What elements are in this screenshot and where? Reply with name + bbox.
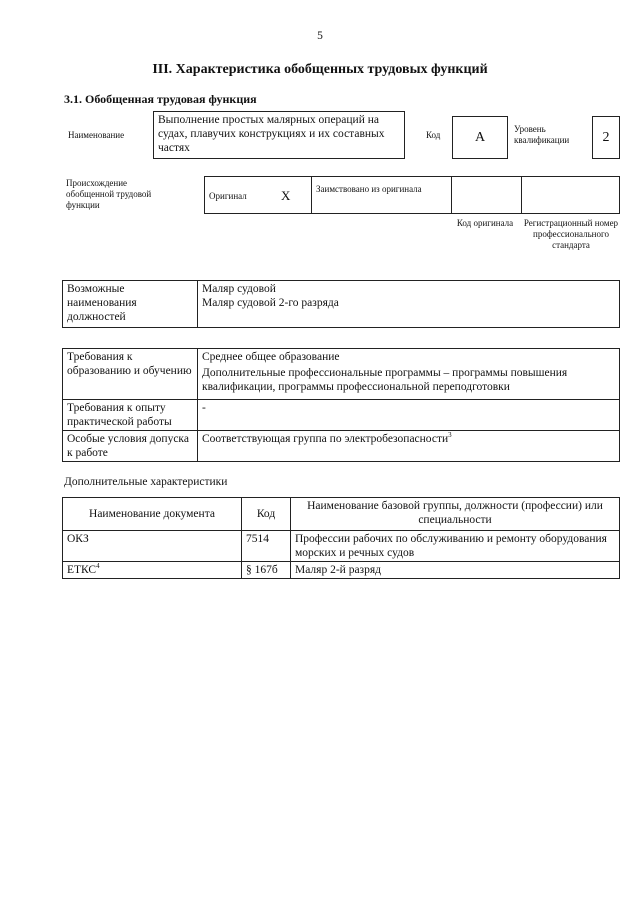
code-original-label: Код оригинала	[456, 218, 514, 228]
education-line: Дополнительные профессиональные программы – программы повышения квалификации, программы профессиональной переподготовки	[202, 367, 568, 393]
experience-value: -	[198, 400, 620, 431]
table-row	[63, 531, 620, 562]
name-value: Выполнение простых малярных операций на судах, плавучих конструкциях и их составных частях	[153, 111, 405, 159]
page-number: 5	[317, 30, 323, 42]
doc-text: ОКЗ	[67, 533, 89, 545]
doc-text: ЕТКС	[67, 564, 97, 576]
code-label: Код	[426, 130, 441, 140]
original-label: Оригинал	[209, 191, 247, 201]
admission-label: Особые условия допуска к работе	[63, 431, 198, 462]
footnote-mark: 3	[448, 431, 452, 440]
origin-table	[204, 176, 620, 214]
level-label: Уровень квалификации	[514, 124, 570, 145]
admission-text: Соответствующая группа по электробезопасности	[202, 433, 449, 445]
positions-label: Возможные наименования должностей	[63, 281, 198, 328]
borrowed-label: Заимствовано из оригинала	[316, 184, 422, 194]
experience-label: Требования к опыту практической работы	[63, 400, 198, 431]
education-line: Среднее общее образование	[202, 351, 340, 363]
additional-title: Дополнительные характеристики	[64, 476, 228, 488]
row-code: 7514	[242, 531, 291, 562]
name-label: Наименование	[68, 130, 125, 140]
divider	[311, 177, 312, 213]
row-code: § 167б	[242, 562, 291, 579]
admission-value	[198, 431, 620, 462]
education-label: Требования к образованию и обучению	[63, 349, 198, 400]
additional-table	[62, 497, 620, 579]
header-doc: Наименование документа	[63, 498, 242, 531]
header-code: Код	[242, 498, 291, 531]
positions-table	[62, 280, 620, 328]
section-title: III. Характеристика обобщенных трудовых функций	[152, 62, 488, 77]
divider	[451, 177, 452, 213]
table-row	[63, 562, 620, 579]
positions-values	[198, 281, 620, 328]
header-name: Наименование базовой группы, должности (профессии) или специальности	[291, 498, 620, 531]
origin-label: Происхождение обобщенной трудовой функции	[66, 178, 152, 210]
position-item: Маляр судовой	[202, 283, 276, 295]
level-value: 2	[592, 116, 620, 159]
doc-footnote: 4	[96, 562, 100, 571]
row-doc	[63, 562, 242, 579]
requirements-table	[62, 348, 620, 462]
row-doc	[63, 531, 242, 562]
divider	[521, 177, 522, 213]
subsection-title: 3.1. Обобщенная трудовая функция	[64, 92, 257, 106]
reg-number-label: Регистрационный номер профессионального стандарта	[523, 218, 619, 250]
education-value	[198, 349, 620, 400]
row-name: Маляр 2-й разряд	[291, 562, 620, 579]
code-value: А	[452, 116, 508, 159]
original-mark: X	[281, 188, 291, 203]
position-item: Маляр судовой 2-го разряда	[202, 297, 339, 309]
row-name: Профессии рабочих по обслуживанию и ремонту оборудования морских и речных судов	[291, 531, 620, 562]
